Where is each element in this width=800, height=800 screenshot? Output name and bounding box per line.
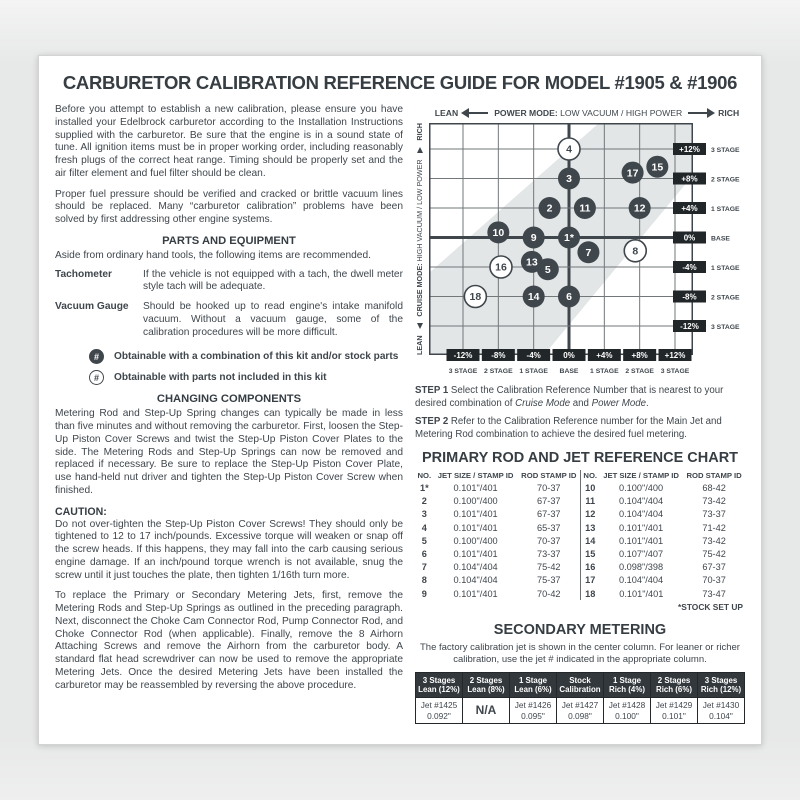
cell-jet-size: 0.104"/404 [618,575,664,586]
power-mode-sub: LOW VACUUM / HIGH POWER [560,108,683,118]
calibration-point-number: 18 [469,291,482,304]
col-header-rod: ROD STAMP ID [686,471,742,481]
calibration-point-number: 7 [585,246,592,259]
calibration-point-number: 16 [495,261,507,274]
cell-jet-size: 0.107"/407 [618,548,664,559]
equipment-desc: Should be hooked up to read engine's intake manifold vacuum. Without a vacuum gauge, some of the calibration procedures will be more difficult. [143,301,403,338]
parts-intro: Aside from ordinary hand tools, the following items are recommended. [55,249,371,261]
step-1-text [415,385,745,410]
left-column [55,104,403,724]
col-header-no: NO. [583,471,598,481]
secondary-col-value: Jet #1426 0.095" [510,698,557,724]
calibration-point-number: 2 [546,202,553,215]
up-arrow-icon [417,147,423,153]
filled-circle-hash-icon: # [89,349,104,364]
col-header-jet: JET SIZE / STAMP ID [437,471,514,481]
table-row [415,481,580,494]
x-tick-stage: 1 STAGE [590,368,619,375]
secondary-header-row [416,672,745,698]
cruise-mode-axis-label [415,123,424,355]
secondary-col-header: 2 Stages Lean (8%) [463,672,510,698]
cell-rod-stamp: 70-37 [537,483,561,494]
cell-no: 1* [419,483,429,494]
calibration-point-number: 4 [566,143,572,156]
calibration-point-number: 11 [579,202,591,215]
cell-jet-size: 0.100"/400 [453,535,498,546]
table-row [581,508,746,521]
y-tick-stage: 2 STAGE [711,176,740,184]
x-tick-pct: -4% [526,351,541,360]
y-tick-stage: 2 STAGE [711,294,740,302]
step-1-body: Select the Calibration Reference Number that is nearest to your desired combination of [415,385,724,409]
cell-jet-size: 0.101"/401 [618,535,664,546]
step-1-period: . [646,397,649,409]
y-tick-pct: +12% [679,145,700,154]
x-tick-pct: -8% [491,351,506,360]
open-circle-hash-icon: # [89,370,104,385]
cell-jet-size: 0.101"/401 [453,588,498,599]
calibration-point-number: 5 [544,263,551,276]
power-mode-bold: POWER MODE: [494,108,558,118]
table-row [415,547,580,560]
calibration-point-number: 13 [526,256,538,269]
y-tick-stage: BASE [711,235,730,243]
calibration-point-number: 14 [527,291,540,304]
table-row [415,508,580,521]
primary-table-left [415,470,580,600]
intro-paragraph-1: Before you attempt to establish a new calibration, please ensure you have installed your Edelbrock carburetor according to the Installation Instructions supplied with the carburetor. Be sure that the engine is in a sound state of tune. All ignition items must be in proper working order, including reasonably fresh plugs of the correct heat range. Timing should be properly set and the air filter element and fuel filter should be clean. [55,104,403,179]
equipment-row-tachometer [55,269,403,295]
secondary-col-header: 1 Stage Rich (4%) [604,672,651,698]
table-row [581,481,746,494]
step-2-text [415,416,745,441]
x-tick-pct: 0% [563,351,575,360]
col-header-rod: ROD STAMP ID [521,471,577,481]
table-row [581,495,746,508]
secondary-col-header: 3 Stages Lean (12%) [416,672,463,698]
secondary-col-value: Jet #1428 0.100" [604,698,651,724]
secondary-col-value: Jet #1427 0.098" [557,698,604,724]
cell-no: 16 [585,562,596,573]
lean-label: LEAN [415,335,424,355]
stock-setup-note: *STOCK SET UP [678,602,743,613]
cruise-mode-italic: Cruise Mode [515,397,571,409]
x-tick-stage: 2 STAGE [625,368,654,375]
col-header-jet: JET SIZE / STAMP ID [603,471,679,481]
equipment-row-vacuum-gauge [55,301,403,339]
legend-text: Obtainable with a combination of this kit and/or stock parts [114,351,399,363]
cell-rod-stamp: 67-37 [702,562,726,573]
cell-no: 17 [585,575,596,586]
y-tick-pct: -12% [680,322,699,331]
rich-label: RICH [415,123,424,141]
parts-equipment-heading: PARTS AND EQUIPMENT [162,234,296,247]
x-tick-pct: +12% [664,351,686,360]
x-tick-stage: 2 STAGE [484,368,513,375]
calibration-point-number: 15 [651,161,664,174]
cell-rod-stamp: 65-37 [537,522,561,533]
x-tick-stage: 3 STAGE [660,368,690,375]
two-column-layout [55,104,745,724]
x-tick-stage: 1 STAGE [519,368,548,375]
cell-no: 5 [421,535,427,546]
calibration-chart [415,123,745,379]
cell-rod-stamp: 67-37 [537,496,561,507]
table-header-row [581,470,746,481]
power-mode-italic: Power Mode [591,397,647,409]
right-column [415,104,745,724]
cell-no: 6 [421,548,427,559]
cell-rod-stamp: 70-42 [537,588,561,599]
secondary-col-header: Stock Calibration [557,672,604,698]
cell-no: 10 [585,483,596,494]
calibration-point-number: 8 [632,245,639,258]
table-header-row [415,470,580,481]
cell-no: 2 [421,496,427,507]
cell-jet-size: 0.104"/404 [618,509,664,520]
cell-no: 18 [585,588,596,599]
cell-rod-stamp: 73-37 [537,548,561,559]
calibration-point-number: 1* [564,232,574,245]
cell-rod-stamp: 71-42 [702,522,726,533]
power-mode-label [494,108,682,118]
cell-jet-size: 0.101"/401 [453,509,498,520]
cell-no: 14 [585,535,596,546]
cell-jet-size: 0.101"/401 [618,522,664,533]
cell-jet-size: 0.101"/401 [619,588,664,599]
symbol-legend [89,349,403,385]
primary-chart-heading: PRIMARY ROD AND JET REFERENCE CHART [421,450,739,467]
cruise-mode-sub: HIGH VACUUM / LOW POWER [415,159,424,262]
y-tick-stage: 1 STAGE [711,205,740,213]
primary-table-right [580,470,745,600]
table-row [581,561,746,574]
secondary-col-value: Jet #1430 0.104" [698,698,745,724]
cell-rod-stamp: 70-37 [702,575,726,586]
secondary-col-header: 1 Stage Lean (6%) [510,672,557,698]
rich-label: RICH [718,108,740,118]
y-tick-stage: 3 STAGE [711,323,740,331]
y-tick-pct: 0% [683,233,696,243]
secondary-col-value: Jet #1425 0.092" [416,698,463,724]
cell-rod-stamp: 73-42 [702,535,726,546]
cell-rod-stamp: 75-37 [537,575,561,586]
x-tick-pct: +4% [596,351,613,360]
changing-components-heading: CHANGING COMPONENTS [156,393,302,406]
cruise-mode-bold: CRUISE MODE: [415,263,424,317]
intro-paragraph-2: Proper fuel pressure should be verified and cracked or brittle vacuum lines should be replaced. Many “carburetor calibration” problems have been solved by first addressing other engine systems. [55,188,403,225]
cell-jet-size: 0.100"/400 [453,496,498,507]
power-mode-axis-header [429,108,745,118]
document-page [38,55,762,745]
table-row [415,561,580,574]
cell-rod-stamp: 67-37 [537,509,561,520]
step-2-label: STEP 2 [415,416,449,428]
secondary-values-row [416,698,745,724]
cell-rod-stamp: 75-42 [702,548,726,559]
secondary-col-header: 3 Stages Rich (12%) [698,672,745,698]
cell-rod-stamp: 73-37 [702,509,726,520]
cell-no: 15 [585,548,596,559]
legend-row-open [89,370,403,385]
cell-no: 3 [421,509,427,520]
page-title: CARBURETOR CALIBRATION REFERENCE GUIDE FOR MODEL #1905 & #1906 [62,72,738,93]
y-tick-pct: +8% [681,174,698,184]
step-1-label: STEP 1 [415,385,449,396]
cell-rod-stamp: 70-37 [537,535,561,546]
calibration-point-number: 17 [626,167,639,180]
y-tick-pct: +4% [681,204,698,213]
cell-jet-size: 0.101"/401 [453,548,498,559]
lean-label: LEAN [434,108,459,118]
calibration-chart-svg [429,123,755,379]
table-row [415,521,580,534]
cell-jet-size: 0.101"/401 [453,522,498,533]
cell-jet-size: 0.104"/404 [618,496,664,507]
secondary-metering-table [415,672,745,724]
cell-jet-size: 0.101"/401 [453,483,498,494]
legend-text: Obtainable with parts not included in this kit [114,372,327,384]
cell-jet-size: 0.104"/404 [453,562,498,573]
table-row [415,534,580,547]
table-row [415,574,580,587]
secondary-col-value: N/A [463,698,510,724]
x-tick-pct: -12% [453,351,473,360]
caution-paragraph: Do not over-tighten the Step-Up Piston Cover Screws! They should only be tightened to 12 to 17 inch/pounds. Excessive torque will weaken or snap off the screw heads. If this happens, they may fall into the carb causing serious engine damage. If an inch/pound torque wrench is not available, snug the screw until it just touches the plate, then tighten 1/16th turn more. [55,518,403,581]
y-tick-stage: 3 STAGE [711,146,740,154]
table-row [581,547,746,560]
left-arrow-icon [464,112,488,114]
cell-no: 12 [585,509,596,520]
y-tick-pct: -8% [682,292,697,302]
secondary-metering-heading: SECONDARY METERING [493,622,667,639]
table-row [581,587,746,600]
cell-no: 9 [421,588,427,599]
cell-no: 4 [421,522,427,533]
equipment-term: Tachometer [55,268,112,280]
changing-components-paragraph: Metering Rod and Step-Up Spring changes can typically be made in less than five minutes and without removing the carburetor. First, loosen the Step-Up Piston Cover Screws and twist the Step-Up Piston Cover Plates to the side. The Metering Rods and Step-Up Springs can now be removed and replaced if necessary. Be sure to replace the Step-Up Piston Cover Plate, use hand-held nut driver and tighten the Step-Up Piston Cover Screw when finished. [55,408,403,496]
calibration-point-number: 3 [566,173,572,186]
cell-rod-stamp: 73-42 [702,496,726,507]
cell-no: 7 [421,562,427,573]
cell-rod-stamp: 73-47 [702,588,726,599]
col-header-no: NO. [417,471,432,481]
cell-jet-size: 0.098"/398 [618,562,664,573]
cell-jet-size: 0.100"/400 [618,483,664,494]
secondary-col-header: 2 Stages Rich (6%) [651,672,698,698]
secondary-metering-desc: The factory calibration jet is shown in the center column. For leaner or richer calibration, use the jet # indicated in the appropriate column. [420,642,740,666]
calibration-point-number: 12 [633,202,646,215]
calibration-point-number: 6 [566,291,572,304]
equipment-term: Vacuum Gauge [55,301,129,312]
table-row [415,587,580,600]
x-tick-stage: BASE [559,368,579,375]
calibration-point-number: 10 [492,227,505,240]
cell-rod-stamp: 75-42 [537,562,561,573]
legend-row-filled [89,349,403,364]
primary-rod-jet-table [415,470,745,600]
cell-jet-size: 0.104"/404 [453,575,498,586]
y-tick-pct: -4% [682,263,697,272]
cell-rod-stamp: 68-42 [702,483,726,494]
down-arrow-icon [417,323,423,329]
cell-no: 11 [585,496,596,507]
replace-jets-paragraph: To replace the Primary or Secondary Metering Jets, first, remove the Metering Rods and Step-Up Springs as outlined in the preceding paragraph. Next, disconnect the Choke Cam Connector Rod, Pump Connector Rod, and Choke Connector Rod (when applicable). Finally, remove the 8 Airhorn Attaching Screws and remove the Airhorn from the carburetor body. A standard flat head screwdriver can now be used to remove the appropriate Metering Jets. Once the desired Metering Jets have been installed the carburetor may be reassembled by reversing the above procedure. [55,590,403,691]
step-2-body: Refer to the Calibration Reference number for the Main Jet and Metering Rod combination to achieve the desired fuel metering. [415,416,722,440]
calibration-point-number: 9 [530,232,537,245]
x-tick-pct: +8% [631,351,648,360]
cruise-mode-label [415,159,424,316]
right-arrow-icon [688,112,712,114]
secondary-col-value: Jet #1429 0.101" [651,698,698,724]
cell-no: 8 [421,575,427,586]
cell-no: 13 [585,522,596,533]
table-row [415,495,580,508]
caution-heading: CAUTION: [55,505,107,518]
equipment-desc: If the vehicle is not equipped with a tach, the dwell meter style tach will be adequate. [143,268,403,293]
table-row [581,534,746,547]
x-tick-stage: 3 STAGE [448,368,478,375]
step-1-and: and [570,397,592,409]
y-tick-stage: 1 STAGE [711,264,740,272]
table-row [581,574,746,587]
table-row [581,521,746,534]
